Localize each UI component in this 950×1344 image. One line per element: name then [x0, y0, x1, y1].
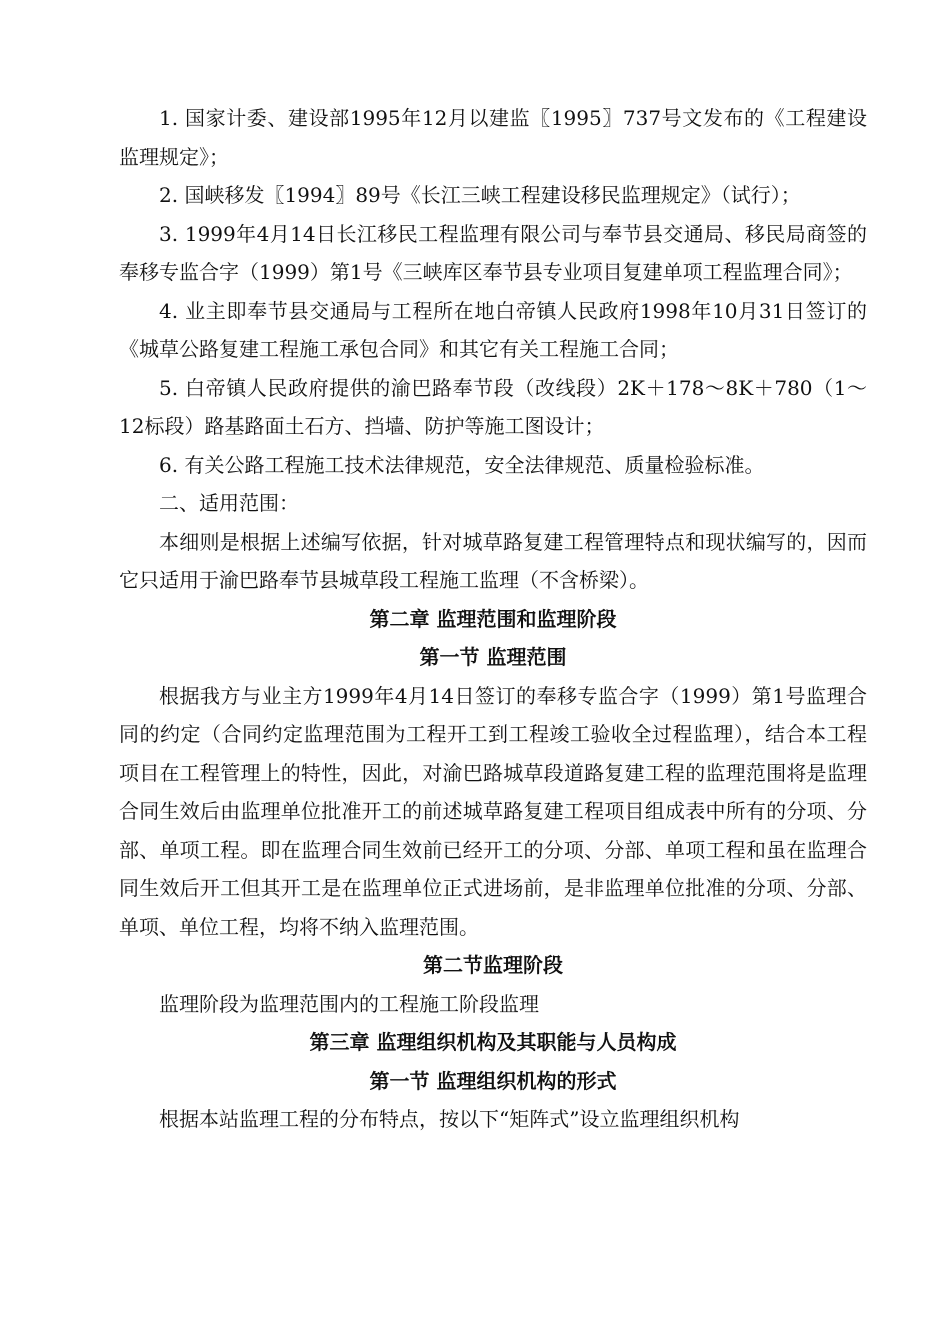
basis-item-4: 4. 业主即奉节县交通局与工程所在地白帝镇人民政府1998年10月31日签订的《城草公路复建工程施工承包合同》和其它有关工程施工合同； [119, 298, 867, 361]
scope-paragraph: 本细则是根据上述编写依据，针对城草路复建工程管理特点和现状编写的，因而它只适用于渝巴路奉节县城草段工程施工监理（不含桥梁）。 [119, 529, 867, 592]
chapter-3-section-1-title: 第一节 监理组织机构的形式 [369, 1068, 617, 1093]
document-body [119, 99, 867, 1139]
basis-item-1: 1. 国家计委、建设部1995年12月以建监〖1995〗737号文发布的《工程建设监理规定》； [119, 106, 867, 169]
chapter-2-title: 第二章 监理范围和监理阶段 [369, 606, 617, 631]
basis-item-3: 3. 1999年4月14日长江移民工程监理有限公司与奉节县交通局、移民局商签的奉移专监合字（1999）第1号《三峡库区奉节县专业项目复建单项工程监理合同》； [119, 221, 867, 284]
supervision-scope-paragraph: 根据我方与业主方1999年4月14日签订的奉移专监合字（1999）第1号监理合同的约定（合同约定监理范围为工程开工到工程竣工验收全过程监理），结合本工程项目在工程管理上的特性，因此，对渝巴路城草段道路复建工程的监理范围将是监理合同生效后由监理单位批准开工的前述城草路复建工程项目组成表中所有的分项、分部、单项工程。即在监理合同生效前已经开工的分项、分部、单项工程和虽在监理合同生效后开工但其开工是在监理单位正式进场前，是非监理单位批准的分项、分部、单项、单位工程，均将不纳入监理范围。 [119, 683, 867, 939]
chapter-2-section-2-title: 第二节监理阶段 [423, 953, 563, 977]
basis-item-5: 5. 白帝镇人民政府提供的渝巴路奉节段（改线段）2K＋178～8K＋780（1～12标段）路基路面土石方、挡墙、防护等施工图设计； [119, 375, 867, 438]
basis-item-2: 2. 国峡移发〖1994〗89号《长江三峡工程建设移民监理规定》（试行）； [159, 183, 801, 207]
chapter-3-title: 第三章 监理组织机构及其职能与人员构成 [309, 1030, 677, 1054]
organization-form-paragraph: 根据本站监理工程的分布特点，按以下“矩阵式”设立监理组织机构 [159, 1107, 740, 1131]
chapter-2-section-1-title: 第一节 监理范围 [419, 645, 567, 669]
section-heading-scope: 二、适用范围： [159, 491, 299, 515]
basis-item-6: 6. 有关公路工程施工技术法律规范，安全法律规范、质量检验标准。 [159, 452, 765, 477]
supervision-stage-paragraph: 监理阶段为监理范围内的工程施工阶段监理 [159, 991, 539, 1016]
